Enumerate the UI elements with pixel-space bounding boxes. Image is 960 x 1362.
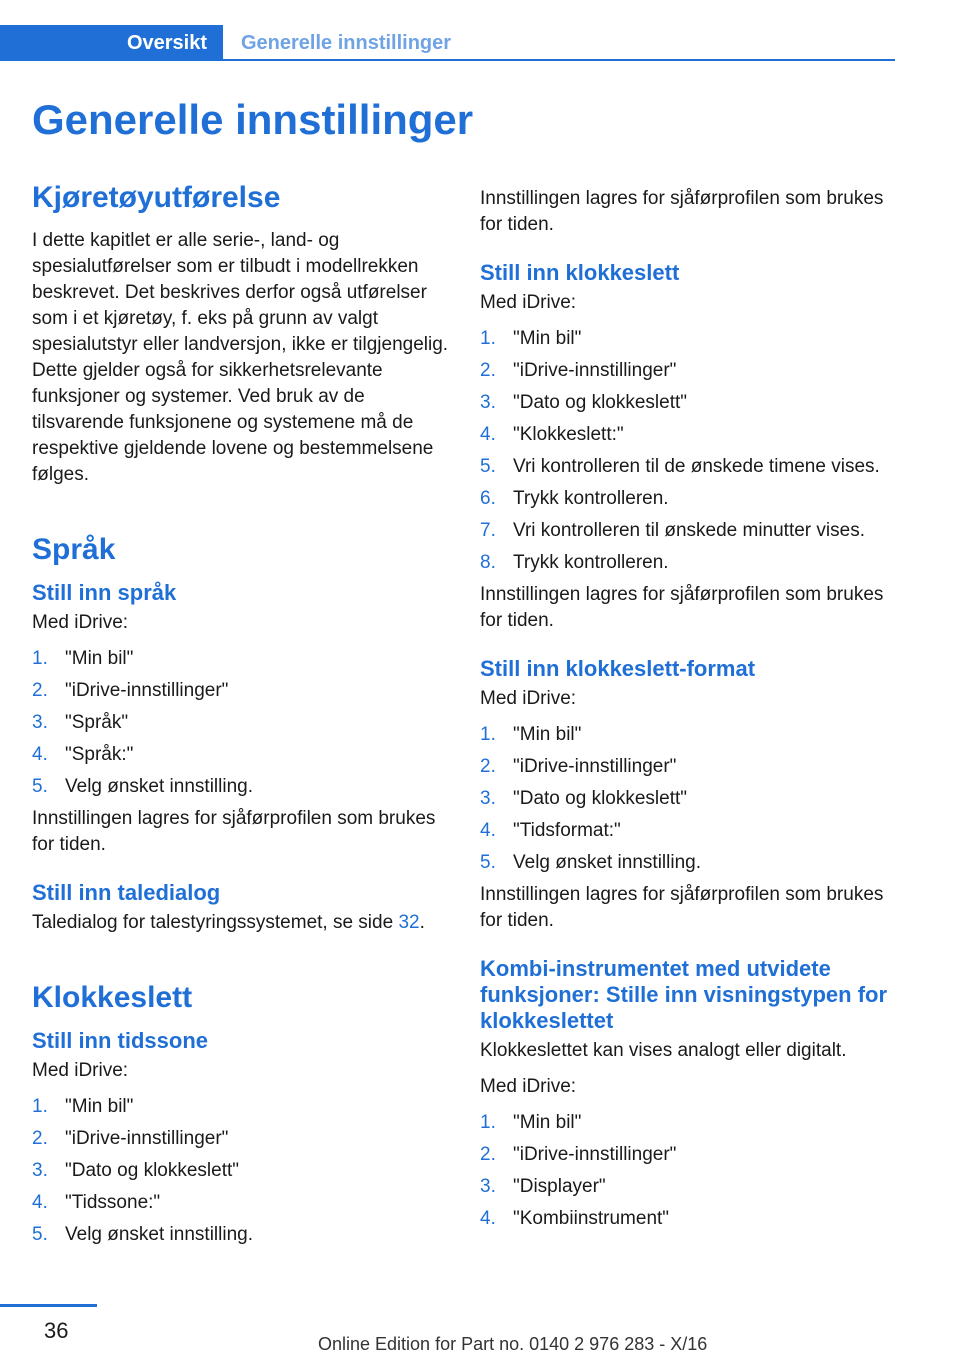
step-number: 4. (32, 744, 48, 765)
step-text: "Tidsformat:" (513, 820, 621, 841)
step-text: "Displayer" (513, 1176, 606, 1197)
step-number: 2. (480, 360, 496, 381)
step-text: "Klokkeslett:" (513, 424, 624, 445)
note-text: Innstillingen lagres for sjåførprofilen som brukes for tiden. (480, 188, 884, 235)
step-text: Vri kontrolleren til ønskede minutter vises. (513, 520, 865, 541)
intro-text: Med iDrive: (480, 1076, 577, 1097)
list-item (480, 454, 900, 480)
step-number: 2. (480, 1144, 496, 1165)
step-number: 4. (480, 1208, 496, 1229)
step-number: 3. (480, 392, 496, 413)
step-number: 5. (480, 852, 496, 873)
list-item (480, 1142, 900, 1168)
step-number: 3. (480, 788, 496, 809)
step-number: 1. (32, 1096, 48, 1117)
steps-list-tidssone (32, 1094, 452, 1248)
step-text: "Tidssone:" (65, 1192, 161, 1213)
footer-accent-line (0, 1304, 97, 1307)
step-number: 6. (480, 488, 496, 509)
page-link-32[interactable]: 32 (398, 912, 420, 933)
top-navigation (0, 25, 895, 61)
steps-list-kombi (480, 1110, 900, 1232)
list-item (32, 678, 452, 704)
footer-edition-text: Online Edition for Part no. 0140 2 976 283 - X/16 (318, 1334, 708, 1354)
step-text: "Min bil" (513, 1112, 582, 1133)
step-text: Trykk kontrolleren. (513, 552, 669, 573)
list-item (480, 422, 900, 448)
step-text: "iDrive-innstillinger" (65, 1128, 229, 1149)
list-item (480, 754, 900, 780)
subsection-title-still-inn-klokkeslett: Still inn klokkeslett (480, 260, 680, 285)
step-text: "Dato og klokkeslett" (65, 1160, 240, 1181)
step-text: "Min bil" (513, 328, 582, 349)
step-text: Vri kontrolleren til de ønskede timene vises. (513, 456, 880, 477)
note-text: Innstillingen lagres for sjåførprofilen som brukes for tiden. (480, 584, 884, 631)
steps-list-klokkeslett-format (480, 722, 900, 876)
step-text: "iDrive-innstillinger" (65, 680, 229, 701)
step-number: 2. (32, 680, 48, 701)
step-number: 1. (480, 328, 496, 349)
section-title-sprak: Språk (32, 533, 116, 566)
step-text: "Språk" (65, 712, 129, 733)
step-text: "Språk:" (65, 744, 134, 765)
step-number: 1. (32, 648, 48, 669)
step-number: 5. (32, 776, 48, 797)
step-text: "Min bil" (65, 648, 134, 669)
step-number: 1. (480, 1112, 496, 1133)
step-number: 2. (480, 756, 496, 777)
right-column (480, 186, 900, 1238)
step-text: "iDrive-innstillinger" (513, 360, 677, 381)
steps-list-sprak (32, 646, 452, 800)
page-title: Generelle innstillinger (32, 96, 474, 143)
step-number: 3. (32, 712, 48, 733)
step-text: "Dato og klokkeslett" (513, 392, 688, 413)
list-item (32, 1126, 452, 1152)
list-item (32, 646, 452, 672)
intro-text: Med iDrive: (480, 688, 577, 709)
step-number: 8. (480, 552, 496, 573)
step-text: "Dato og klokkeslett" (513, 788, 688, 809)
list-item (480, 1110, 900, 1136)
step-text: "Min bil" (65, 1096, 134, 1117)
taledialog-text-part: Taledialog for talestyringssystemet, se side (32, 912, 394, 933)
list-item (480, 326, 900, 352)
kombi-text: Klokkeslettet kan vises analogt eller digitalt. (480, 1040, 847, 1061)
list-item (32, 1094, 452, 1120)
note-text: Innstillingen lagres for sjåførprofilen som brukes for tiden. (480, 884, 884, 931)
list-item (480, 518, 900, 544)
section-title-klokkeslett: Klokkeslett (32, 981, 193, 1014)
step-text: "Min bil" (513, 724, 582, 745)
list-item (480, 850, 900, 876)
left-column (32, 180, 452, 1254)
tab-oversikt[interactable]: Oversikt (0, 25, 223, 61)
section-title-kjoretoyutforelse: Kjøretøyutførelse (32, 181, 281, 214)
list-item (32, 742, 452, 768)
step-number: 4. (480, 820, 496, 841)
intro-text: Med iDrive: (480, 292, 577, 313)
step-number: 5. (32, 1224, 48, 1245)
steps-list-klokkeslett (480, 326, 900, 576)
step-text: Velg ønsket innstilling. (65, 776, 253, 797)
step-number: 3. (32, 1160, 48, 1181)
list-item (32, 1222, 452, 1248)
step-text: "iDrive-innstillinger" (513, 1144, 677, 1165)
list-item (480, 1174, 900, 1200)
subsection-title-still-inn-taledialog: Still inn taledialog (32, 880, 221, 905)
step-number: 4. (480, 424, 496, 445)
subsection-title-still-inn-klokkeslett-format: Still inn klokkeslett-format (480, 656, 756, 681)
intro-text: Med iDrive: (32, 1060, 129, 1081)
list-item (480, 786, 900, 812)
subsection-title-still-inn-sprak: Still inn språk (32, 580, 177, 605)
list-item (480, 550, 900, 576)
list-item (480, 818, 900, 844)
step-number: 2. (32, 1128, 48, 1149)
step-number: 5. (480, 456, 496, 477)
subsection-title-kombi-instrumentet: Kombi-instrumentet med utvidete funksjoner: Stille inn visningstypen for klokkeslettet (480, 956, 888, 1033)
step-number: 3. (480, 1176, 496, 1197)
page-number: 36 (44, 1318, 69, 1343)
list-item (32, 1158, 452, 1184)
step-number: 1. (480, 724, 496, 745)
step-text: Trykk kontrolleren. (513, 488, 669, 509)
list-item (480, 486, 900, 512)
subsection-title-still-inn-tidssone: Still inn tidssone (32, 1028, 209, 1053)
taledialog-text-end: . (419, 912, 425, 933)
list-item (32, 774, 452, 800)
taledialog-text (32, 910, 452, 936)
step-number: 7. (480, 520, 496, 541)
list-item (480, 390, 900, 416)
step-text: Velg ønsket innstilling. (513, 852, 701, 873)
step-text: "Kombiinstrument" (513, 1208, 670, 1229)
intro-text: Med iDrive: (32, 612, 129, 633)
list-item (480, 722, 900, 748)
list-item (480, 358, 900, 384)
step-text: "iDrive-innstillinger" (513, 756, 677, 777)
tab-generelle-innstillinger[interactable]: Generelle innstillinger (241, 32, 452, 54)
section-text-kjoretoyutforelse: I dette kapitlet er alle serie-, land- og spesialutførelser som er tilbudt i modellrekken beskrevet. Det beskrives derfor også utførelser som i et kjøretøy, f. eks på grunn av valgt spesialutstyr eller landversjon, ikke er tilgjengelig. Dette gjelder også for sikkerhetsrelevante funksjoner og systemer. Ved bruk av de tilsvarende funksjonene og systemene må de respektive gjeldende lovene og bestemmelsene følges. (32, 230, 449, 485)
list-item (480, 1206, 900, 1232)
list-item (32, 710, 452, 736)
note-text: Innstillingen lagres for sjåførprofilen som brukes for tiden. (32, 808, 436, 855)
list-item (32, 1190, 452, 1216)
step-text: Velg ønsket innstilling. (65, 1224, 253, 1245)
step-number: 4. (32, 1192, 48, 1213)
